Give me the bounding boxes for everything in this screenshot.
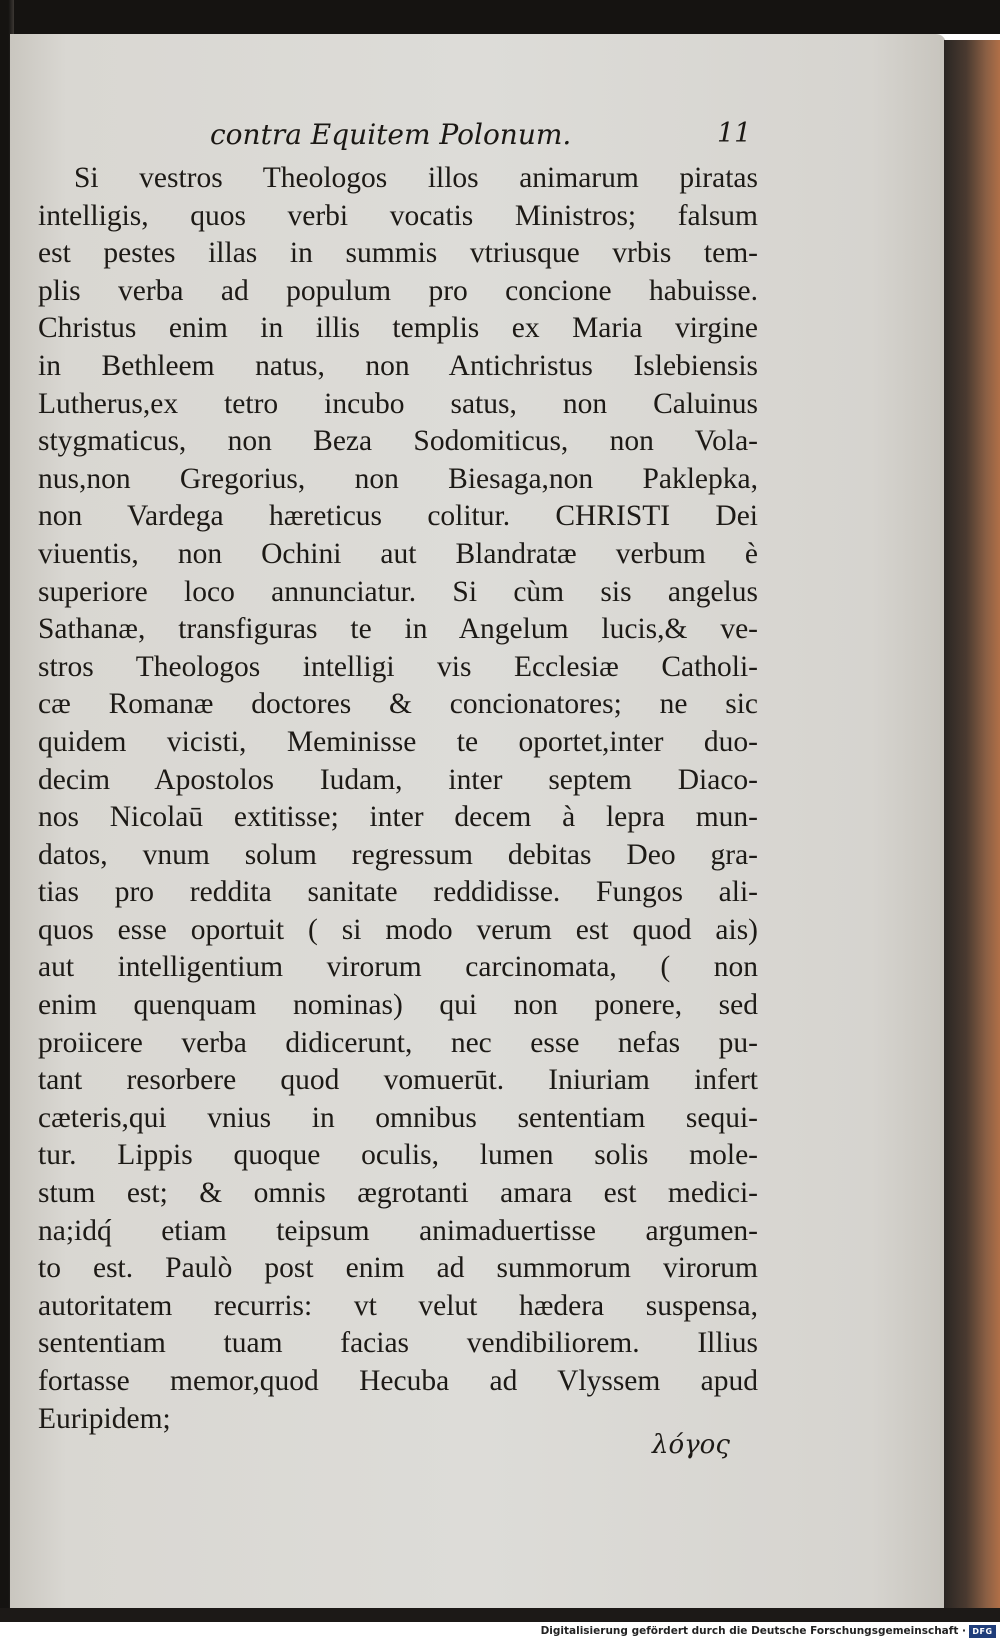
text-line: nos Nicolaū extitisse; inter decem à lepra mun- — [38, 801, 758, 834]
text-line: plis verba ad populum pro concione habuisse. — [38, 274, 758, 307]
text-line: superiore loco annunciatur. Si cùm sis angelus — [38, 575, 758, 608]
text-line: enim quenquam nominas) qui non ponere, sed — [38, 989, 758, 1022]
scan-bottom-border — [0, 1608, 1000, 1622]
text-line: datos, vnum solum regressum debitas Deo gra- — [38, 838, 758, 871]
text-line: cæteris,qui vnius in omnibus sententiam sequi- — [38, 1101, 758, 1134]
text-line: to est. Paulò post enim ad summorum virorum — [38, 1252, 758, 1285]
body-text — [38, 160, 758, 1438]
book-spine-edge — [944, 40, 1000, 1612]
text-line: autoritatem recurris: vt velut hædera suspensa, — [38, 1289, 758, 1322]
dfg-logo-icon: DFG — [969, 1625, 996, 1638]
text-line: quos esse oportuit ( si modo verum est quod ais) — [38, 913, 758, 946]
text-line: stum est; & omnis ægrotanti amara est medici- — [38, 1177, 758, 1210]
text-line: fortasse memor,quod Hecuba ad Vlyssem apud — [38, 1365, 758, 1397]
text-line: in Bethleem natus, non Antichristus Islebiensis — [38, 349, 758, 382]
funding-credit: Digitalisierung gefördert durch die Deutsche Forschungsgemeinschaft · — [540, 1625, 966, 1637]
scan-top-border — [0, 0, 1000, 34]
text-line: na;idq́ etiam teipsum animaduertisse argumen- — [38, 1214, 758, 1247]
text-line: stros Theologos intelligi vis Ecclesiæ Catholi- — [38, 650, 758, 683]
running-head: contra Equitem Polonum. — [210, 118, 572, 151]
catchword: λόγος — [652, 1430, 730, 1460]
text-line: tur. Lippis quoque oculis, lumen solis mole- — [38, 1139, 758, 1172]
text-line: decim Apostolos Iudam, inter septem Diaco- — [38, 763, 758, 796]
text-line: Euripidem; — [38, 1402, 171, 1435]
text-line: Si vestros Theologos illos animarum piratas — [74, 162, 758, 194]
footer-bar — [0, 1622, 1000, 1642]
text-line: aut intelligentium virorum carcinomata, ( non — [38, 951, 758, 984]
text-line: non Vardega hæreticus colitur. CHRISTI Dei — [38, 500, 758, 533]
text-line: est pestes illas in summis vtriusque vrbis tem- — [38, 237, 758, 270]
text-line: tant resorbere quod vomuerūt. Iniuriam infert — [38, 1064, 758, 1097]
text-line: Sathanæ, transfiguras te in Angelum lucis,& ve- — [38, 613, 758, 646]
text-line: Christus enim in illis templis ex Maria virgine — [38, 312, 758, 345]
page-number: 11 — [717, 118, 752, 149]
text-line: intelligis, quos verbi vocatis Ministros; falsum — [38, 199, 758, 232]
text-line: Lutherus,ex tetro incubo satus, non Caluinus — [38, 387, 758, 420]
text-line: viuentis, non Ochini aut Blandratæ verbum è — [38, 537, 758, 570]
text-line: proiicere verba didicerunt, nec esse nefas pu- — [38, 1026, 758, 1059]
text-line: tias pro reddita sanitate reddidisse. Fungos ali- — [38, 876, 758, 909]
text-line: nus,non Gregorius, non Biesaga,non Paklepka, — [38, 462, 758, 495]
text-line: cæ Romanæ doctores & concionatores; ne sic — [38, 688, 758, 721]
text-line: stygmaticus, non Beza Sodomiticus, non Vola- — [38, 425, 758, 458]
text-line: sententiam tuam facias vendibiliorem. Illius — [38, 1327, 758, 1360]
text-line: quidem vicisti, Meminisse te oportet,inter duo- — [38, 725, 758, 758]
